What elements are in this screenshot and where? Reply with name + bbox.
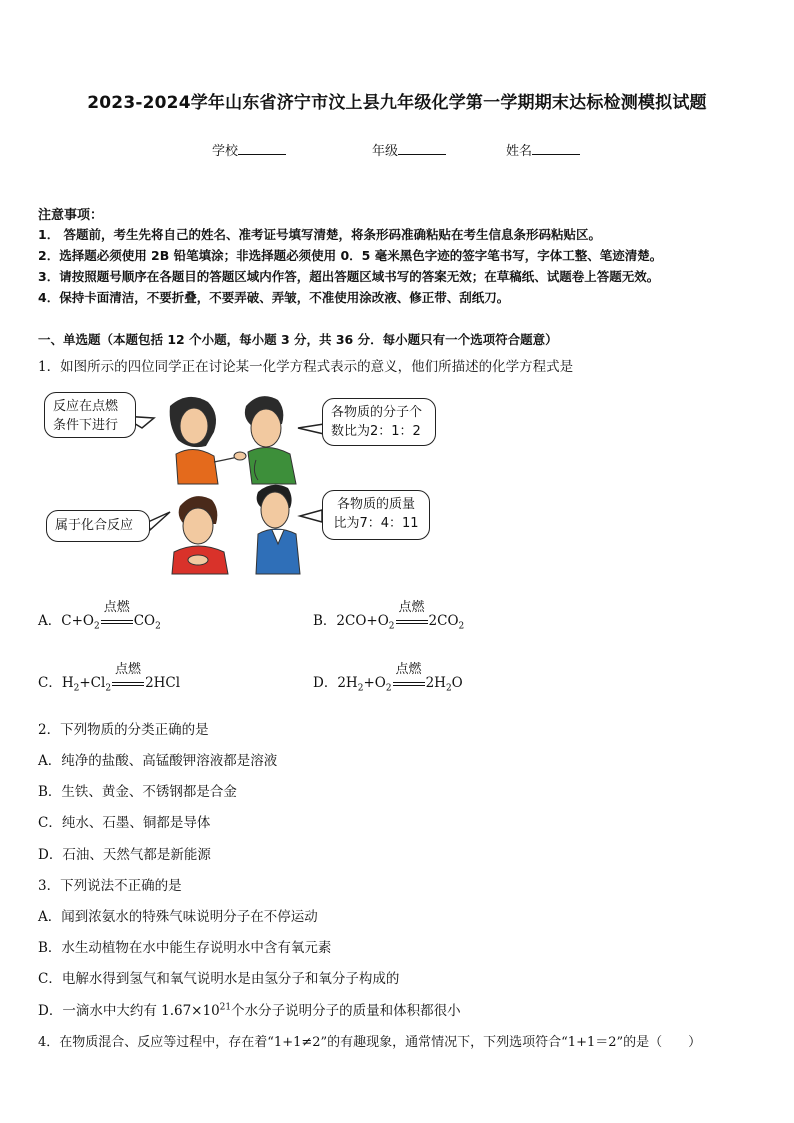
student-boy-red <box>172 496 228 574</box>
bubble-text: 条件下进行 <box>53 418 119 433</box>
eq-text: 2CO <box>428 613 459 629</box>
eq-arrow <box>395 600 429 629</box>
eq-text: CO <box>133 613 156 629</box>
eq-subscript: 2 <box>385 683 392 694</box>
name-label: 姓名 <box>506 144 533 159</box>
q1-option-d <box>313 662 463 694</box>
q1-option-b <box>313 600 465 632</box>
student-boy-blue <box>256 485 300 574</box>
q2-option: C．纯水、石墨、铜都是导体 <box>38 815 211 831</box>
q1-option-a <box>38 600 161 632</box>
option-text: 个水分子说明分子的质量和体积都很小 <box>231 1003 461 1019</box>
bubble-text: 数比为2：1：2 <box>331 424 421 439</box>
q3-option: A．闻到浓氨水的特殊气味说明分子在不停运动 <box>38 909 318 925</box>
eq-subscript: 2 <box>445 683 452 694</box>
option-label: D． <box>313 675 338 691</box>
student-girl <box>170 397 246 484</box>
eq-subscript: 2 <box>93 621 100 632</box>
eq-arrow <box>100 600 134 629</box>
q2-option: B．生铁、黄金、不锈钢都是合金 <box>38 784 237 800</box>
eq-text: 2H <box>337 675 358 691</box>
bubble-combination <box>46 510 150 542</box>
eq-arrow <box>392 662 426 691</box>
eq-text: 2H <box>425 675 446 691</box>
q3-option: C．电解水得到氢气和氧气说明水是由氢分子和氧分子构成的 <box>38 971 400 987</box>
eq-text: H <box>61 675 74 691</box>
q1-option-c <box>38 662 181 694</box>
eq-subscript: 2 <box>458 621 465 632</box>
eq-text: C+O <box>61 613 94 629</box>
eq-text: O <box>451 675 463 691</box>
eq-subscript: 2 <box>73 683 80 694</box>
school-blank <box>238 142 286 155</box>
option-label: C． <box>38 675 62 691</box>
question-3-stem: 3．下列说法不正确的是 <box>38 878 182 894</box>
grade-blank <box>398 142 446 155</box>
option-label: B． <box>313 613 337 629</box>
eq-sign <box>393 682 425 686</box>
bubble-text: 反应在点燃 <box>53 399 119 414</box>
eq-sign <box>101 620 133 624</box>
eq-sign <box>396 620 428 624</box>
name-blank <box>532 142 580 155</box>
option-label: A． <box>38 613 62 629</box>
note-item: 2．选择题必须使用 2B 铅笔填涂；非选择题必须使用 0．5 毫米黑色字迹的签字笔书写，字体工整、笔迹清楚。 <box>38 248 663 263</box>
note-item: 3．请按照题号顺序在各题目的答题区域内作答，超出答题区域书写的答案无效；在草稿纸、试题卷上答题无效。 <box>38 269 660 284</box>
bubble-molecule-ratio <box>322 398 436 446</box>
eq-subscript: 2 <box>155 621 161 632</box>
option-text: D．一滴水中大约有 1.67×10 <box>38 1003 220 1019</box>
eq-sign <box>112 682 144 686</box>
eq-arrow <box>111 662 145 691</box>
page-title: 2023-2024学年山东省济宁市汶上县九年级化学第一学期期末达标检测模拟试题 <box>87 93 707 113</box>
eq-condition: 点燃 <box>103 600 130 615</box>
question-2-stem: 2．下列物质的分类正确的是 <box>38 722 209 738</box>
section-heading: 一、单选题（本题包括 12 个小题，每小题 3 分，共 36 分．每小题只有一个选项符合题意） <box>38 332 558 347</box>
notes-heading: 注意事项： <box>38 208 104 223</box>
grade-field <box>372 140 446 159</box>
grade-label: 年级 <box>372 144 399 159</box>
eq-condition: 点燃 <box>398 600 425 615</box>
bubble-mass-ratio <box>322 490 430 540</box>
exponent: 21 <box>219 1002 232 1013</box>
eq-subscript: 2 <box>105 683 112 694</box>
note-item: 1． 答题前，考生先将自己的姓名、准考证号填写清楚，将条形码准确粘贴在考生信息条形码粘贴区。 <box>38 227 602 242</box>
eq-text: 2CO+O <box>336 613 389 629</box>
school-label: 学校 <box>212 144 239 159</box>
eq-condition: 点燃 <box>395 662 422 677</box>
bubble-text: 各物质的分子个 <box>331 405 423 420</box>
school-field <box>212 140 286 159</box>
eq-subscript: 2 <box>388 621 395 632</box>
eq-condition: 点燃 <box>115 662 142 677</box>
name-field <box>506 140 580 159</box>
bubble-text: 各物质的质量 <box>336 497 415 512</box>
q3-option: B．水生动植物在水中能生存说明水中含有氧元素 <box>38 940 332 956</box>
bubble-condition <box>44 392 136 438</box>
note-item: 4．保持卡面清洁，不要折叠，不要弄破、弄皱，不准使用涂改液、修正带、刮纸刀。 <box>38 290 510 305</box>
question-1-stem: 1．如图所示的四位同学正在讨论某一化学方程式表示的意义，他们所描述的化学方程式是 <box>38 359 574 375</box>
question-4-stem: 4．在物质混合、反应等过程中，存在着“1+1≠2”的有趣现象，通常情况下，下列选项符合“1+1＝2”的是（ ） <box>38 1035 702 1050</box>
bubble-text: 属于化合反应 <box>55 518 134 533</box>
q2-option: D．石油、天然气都是新能源 <box>38 847 211 863</box>
eq-subscript: 2 <box>357 683 364 694</box>
q3-option-d <box>38 999 461 1019</box>
eq-text: +Cl <box>79 675 106 691</box>
discussion-figure <box>38 384 458 580</box>
bubble-text: 比为7：4：11 <box>333 516 419 531</box>
student-boy-green <box>245 396 296 484</box>
q2-option: A．纯净的盐酸、高锰酸钾溶液都是溶液 <box>38 753 278 769</box>
eq-text: +O <box>363 675 386 691</box>
eq-text: 2HCl <box>145 675 181 691</box>
